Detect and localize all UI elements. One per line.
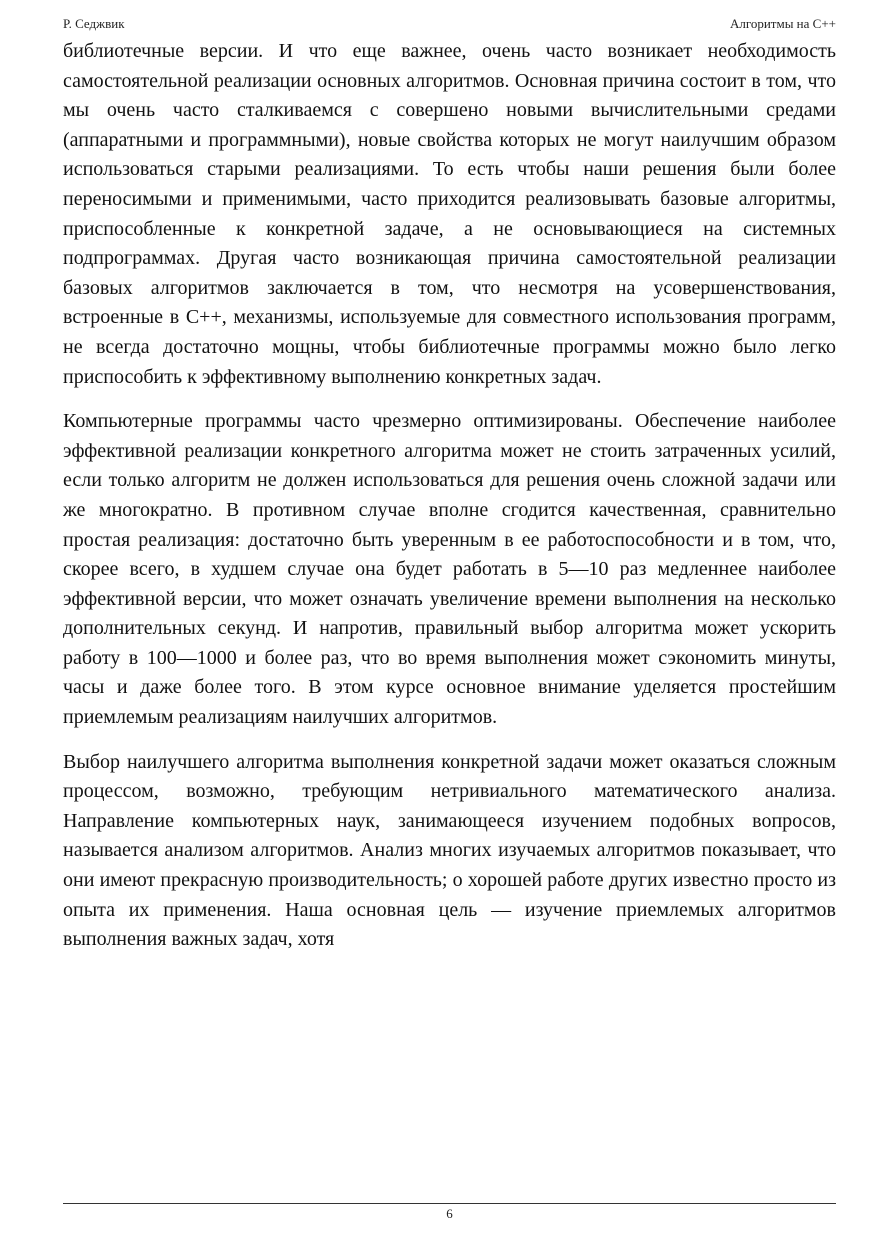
header-book-title: Алгоритмы на С++ bbox=[729, 16, 836, 31]
running-header bbox=[63, 16, 836, 34]
paragraph-1: библиотечные версии. И что еще важнее, очень часто возникает необходимость самостоятельной реализации основных алгоритмов. Основная причина состоит в том, что мы очень часто сталкиваемся с совершено новыми вычислительными средами (аппаратными и программными), новые свойства которых не могут наилучшим образом использоваться старыми реализациями. То есть чтобы наши решения были более переносимыми и применимыми, часто приходится реализовывать базовые алгоритмы, приспособленные к конкретной задаче, а не основывающиеся на системных подпрограммах. Другая часто возникающая причина самостоятельной реализации базовых алгоритмов заключается в том, что несмотря на усовершенствования, встроенные в С++, механизмы, используемые для совместного использования программ, не всегда достаточно мощны, чтобы библиотечные программы можно было легко приспособить к эффективному выполнению конкретных задач. bbox=[63, 40, 836, 388]
footer-divider bbox=[63, 1203, 836, 1204]
paragraph-2: Компьютерные программы часто чрезмерно оптимизированы. Обеспечение наиболее эффективной реализации конкретного алгоритма может не стоить затраченных усилий, если только алгоритм не должен использоваться для решения очень сложной задачи или же многократно. В противном случае вполне сгодится качественная, сравнительно простая реализация: достаточно быть уверенным в ее работоспособности и в том, что, скорее всего, в худшем случае она будет работать в 5—10 раз медленнее наиболее эффективной версии, что может означать увеличение времени выполнения на несколько дополнительных секунд. И напротив, правильный выбор алгоритма может ускорить работу в 100—1000 и более раз, что во время выполнения может сэкономить минуты, часы и даже более того. В этом курсе основное внимание уделяется простейшим приемлемым реализациям наилучших алгоритмов. bbox=[63, 410, 836, 729]
header-author: Р. Седжвик bbox=[63, 16, 125, 31]
body-text bbox=[63, 37, 836, 970]
page-number: 6 bbox=[446, 1206, 453, 1221]
paragraph-3: Выбор наилучшего алгоритма выполнения конкретной задачи может оказаться сложным процессом, возможно, требующим нетривиального математического анализа. Направление компьютерных наук, занимающееся изучением подобных вопросов, называется анализом алгоритмов. Анализ многих изучаемых алгоритмов показывает, что они имеют прекрасную производительность; о хорошей работе других известно просто из опыта их применения. Наша основная цель — изучение приемлемых алгоритмов выполнения важных задач, хотя bbox=[63, 750, 836, 951]
